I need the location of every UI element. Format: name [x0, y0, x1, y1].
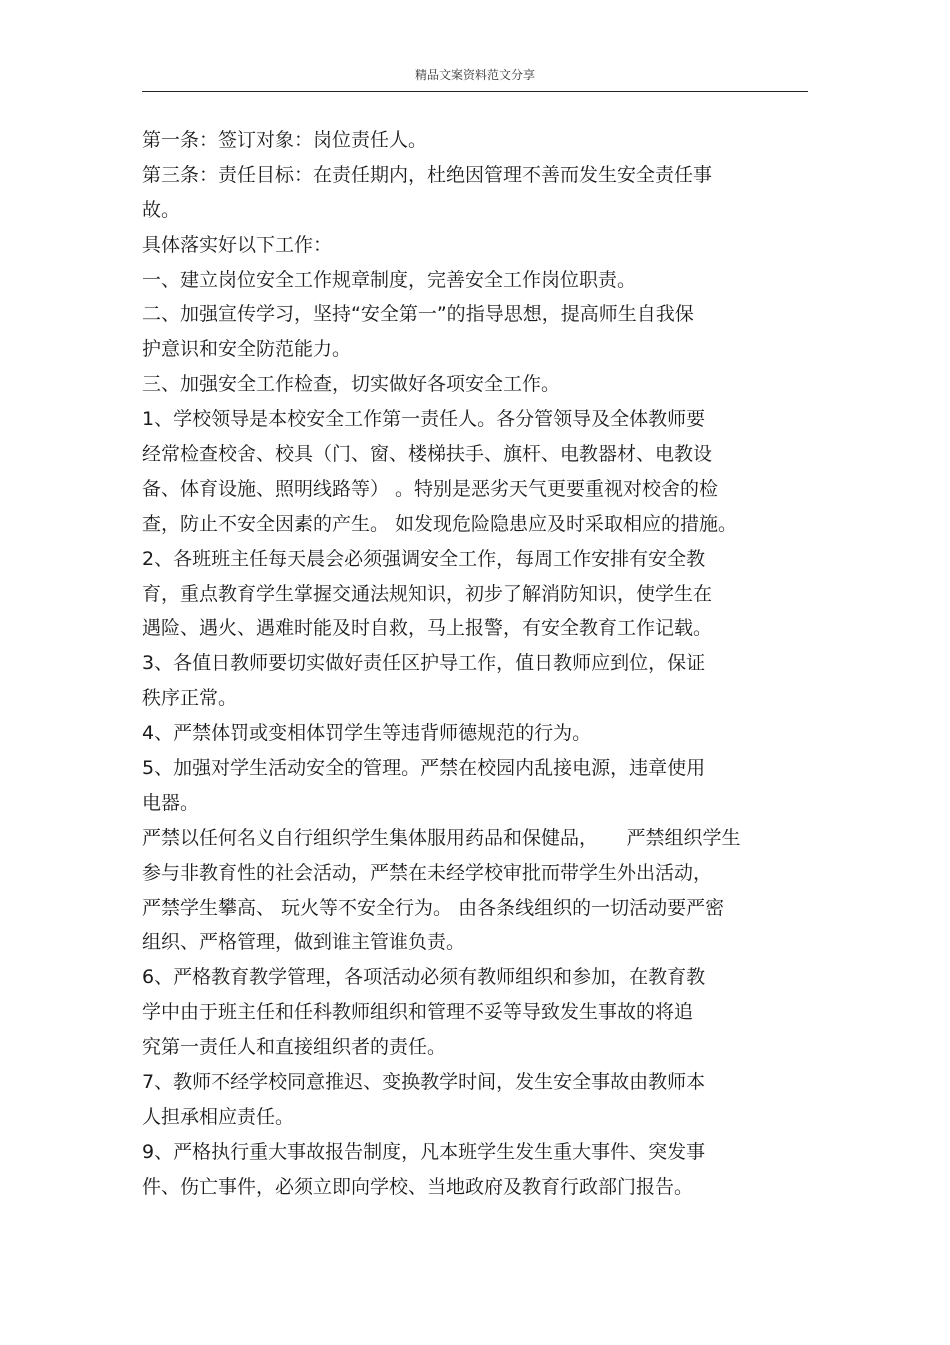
- text-line: 3、各值日教师要切实做好责任区护导工作，值日教师应到位，保证: [142, 652, 706, 675]
- text-line: 经常检查校舍、校具（门、窗、楼梯扶手、旗杆、电教器材、电教设: [142, 443, 713, 466]
- text-line: 三、加强安全工作检查，切实做好各项安全工作。: [142, 373, 561, 396]
- text-line: 学中由于班主任和任科教师组织和管理不妥等导致发生事故的将追: [142, 1001, 694, 1024]
- text-line: 5、加强对学生活动安全的管理。严禁在校园内乱接电源，违章使用: [142, 757, 706, 780]
- text-line: 秩序正常。: [142, 687, 238, 710]
- text-line: 9、严格执行重大事故报告制度，凡本班学生发生重大事件、突发事: [142, 1140, 706, 1163]
- text-line: 查，防止不安全因素的产生。 如发现危险隐患应及时采取相应的措施。: [142, 512, 738, 535]
- text-line: 7、教师不经学校同意推迟、变换教学时间，发生安全事故由教师本: [142, 1071, 706, 1094]
- text-line: 件、伤亡事件，必须立即向学校、当地政府及教育行政部门报告。: [142, 1175, 694, 1198]
- text-line: 电器。: [142, 791, 200, 814]
- header-divider: [142, 91, 808, 92]
- text-line: 2、各班班主任每天晨会必须强调安全工作，每周工作安排有安全教: [142, 547, 706, 570]
- text-line: 组织、严格管理，做到谁主管谁负责。: [142, 931, 466, 954]
- text-line: 护意识和安全防范能力。: [142, 338, 352, 361]
- document-body: [142, 123, 808, 1205]
- text-line: 人担承相应责任。: [142, 1105, 295, 1128]
- text-line: 育，重点教育学生掌握交通法规知识，初步了解消防知识，使学生在: [142, 582, 713, 605]
- text-line: 参与非教育性的社会活动，严禁在未经学校审批而带学生外出活动，: [142, 861, 713, 884]
- text-line: 6、严格教育教学管理，各项活动必须有教师组织和参加，在教育教: [142, 966, 706, 989]
- text-line: 第一条：签订对象：岗位责任人。: [142, 129, 428, 151]
- text-line: 严禁学生攀高、 玩火等不安全行为。 由各条线组织的一切活动要严密: [142, 896, 725, 919]
- text-line: 具体落实好以下工作：: [142, 233, 333, 256]
- text-line: 备、体育设施、照明线路等） 。特别是恶劣天气更要重视对校舍的检: [142, 477, 719, 500]
- text-line: 二、加强宣传学习，坚持“安全第一”的指导思想，提高师生自我保: [142, 303, 694, 326]
- text-line: 究第一责任人和直接组织者的责任。: [142, 1036, 447, 1059]
- text-line: 故。: [142, 198, 181, 221]
- text-line: 严禁以任何名义自行组织学生集体服用药品和保健品， 严禁组织学生: [142, 826, 741, 849]
- page-header: 精品文案资料范文分享: [414, 68, 535, 82]
- text-line: 4、严禁体罚或变相体罚学生等违背师德规范的行为。: [142, 722, 592, 745]
- text-line: 一、建立岗位安全工作规章制度，完善安全工作岗位职责。: [142, 268, 637, 291]
- text-line: 第三条：责任目标：在责任期内，杜绝因管理不善而发生安全责任事: [142, 163, 713, 186]
- text-line: 1、学校领导是本校安全工作第一责任人。各分管领导及全体教师要: [142, 408, 706, 431]
- text-line: 遇险、遇火、遇难时能及时自救，马上报警，有安全教育工作记载。: [142, 617, 713, 640]
